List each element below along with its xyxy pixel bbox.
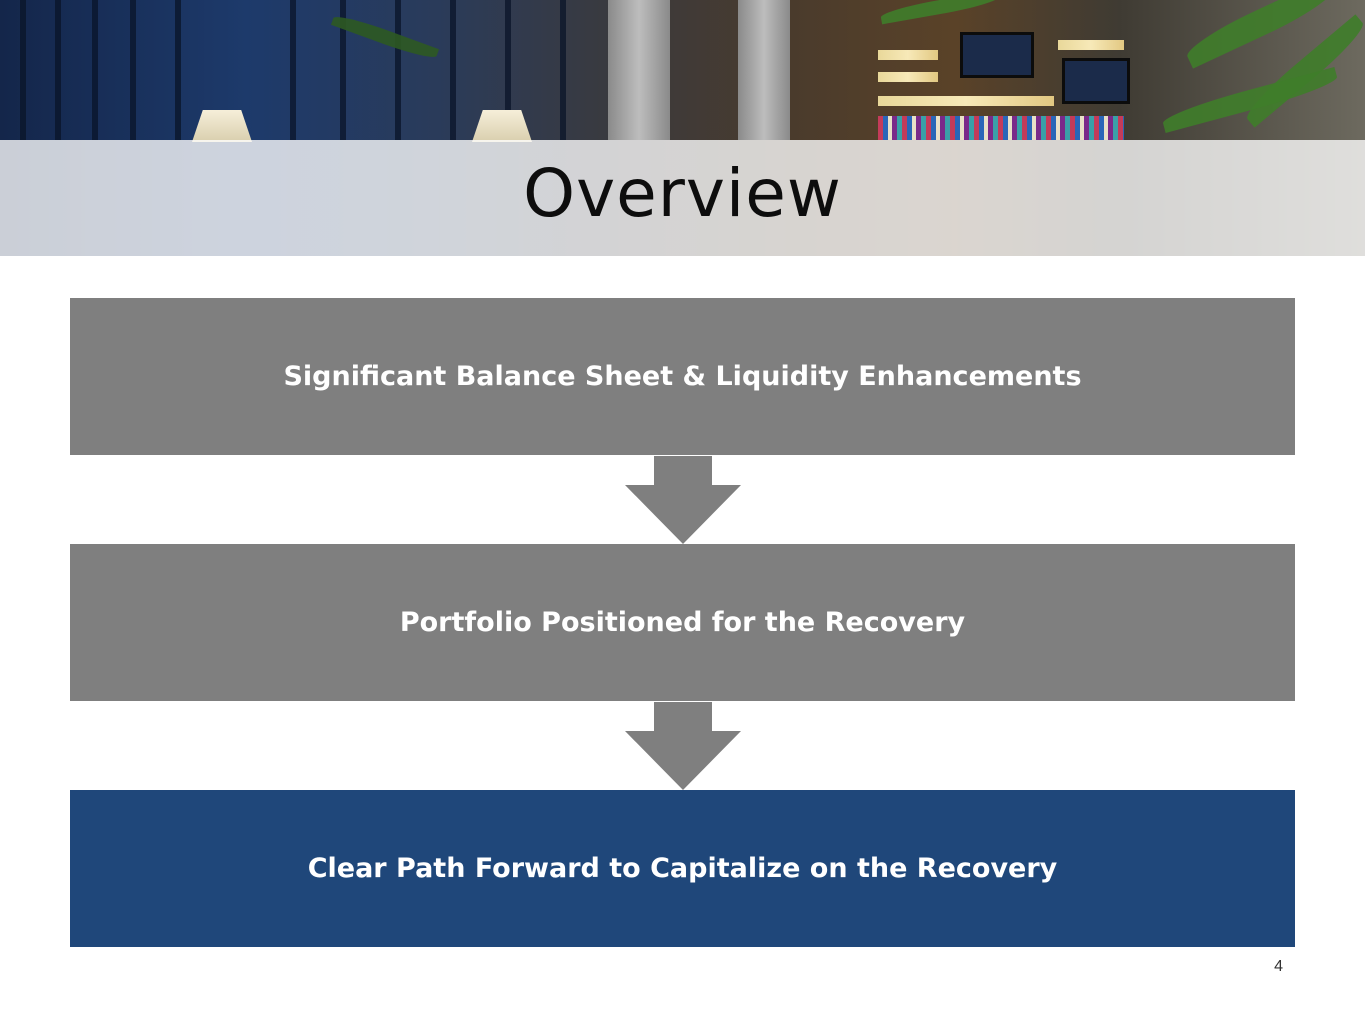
step-portfolio [70, 544, 1295, 701]
tv-screen [1062, 58, 1130, 104]
palm-frond [880, 0, 1001, 24]
window-mullion [92, 0, 98, 140]
page-number: 4 [1274, 958, 1283, 975]
window-mullion [175, 0, 181, 140]
down-arrow-icon [625, 456, 741, 544]
window-mullion [560, 0, 566, 140]
window-mullion [55, 0, 61, 140]
lamp [472, 110, 532, 142]
step-balance-sheet [70, 298, 1295, 455]
palm-frond [331, 12, 439, 63]
window-mullion [20, 0, 26, 140]
bar-bottles [878, 116, 1124, 140]
down-arrow-icon [625, 702, 741, 790]
pillar [608, 0, 670, 140]
bar-shelf [878, 72, 938, 82]
window-mullion [130, 0, 136, 140]
lamp [192, 110, 252, 142]
window-mullion [290, 0, 296, 140]
bar-shelf [878, 50, 938, 60]
page-title: Overview [523, 155, 842, 232]
step-label: Significant Balance Sheet & Liquidity Enhancements [283, 361, 1082, 392]
bar-shelf [878, 96, 1054, 106]
arrow-shape [625, 456, 741, 544]
step-label: Portfolio Positioned for the Recovery [399, 607, 966, 638]
bar-shelf [1058, 40, 1124, 50]
arrow-shape [625, 702, 741, 790]
pillar [738, 0, 790, 140]
step-label: Clear Path Forward to Capitalize on the Recovery [307, 853, 1058, 884]
window-mullion [395, 0, 401, 140]
window-mullion [450, 0, 456, 140]
step-clear-path [70, 790, 1295, 947]
tv-screen [960, 32, 1034, 78]
